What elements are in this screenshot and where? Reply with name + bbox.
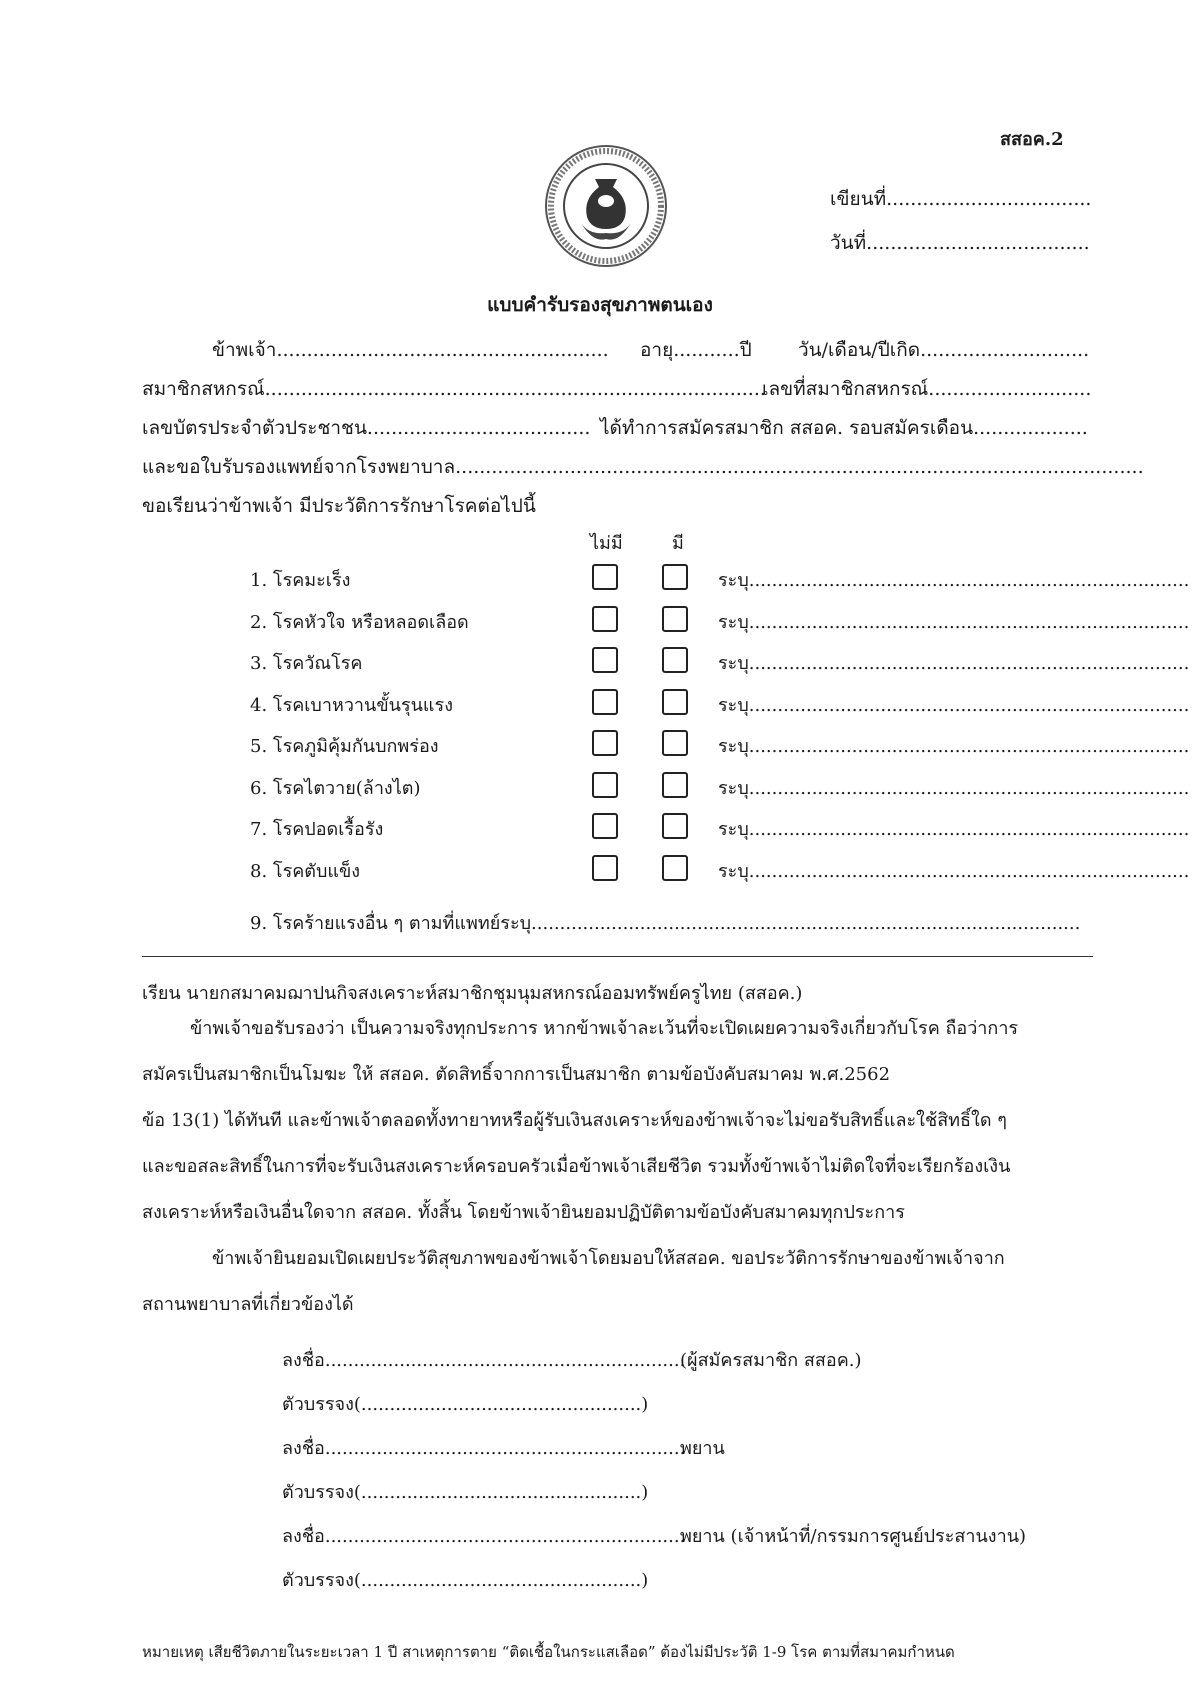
application-round-field[interactable]: ได้ทำการสมัครสมาชิก สสอค. รอบสมัครเดือน................... <box>600 417 1088 439</box>
specify-field[interactable]: ระบุ............................................................................. <box>718 570 1190 591</box>
letter-salutation: เรียน นายกสมาคมฌาปนกิจสงเคราะห์สมาชิกชุมนุมสหกรณ์ออมทรัพย์ครูไทย (สสอค.) <box>142 983 803 1004</box>
applicant-printed-name[interactable]: ตัวบรรจง(.................................................) <box>282 1394 649 1415</box>
disease-item-label: 5. โรคภูมิคุ้มกันบกพร่อง <box>250 736 439 757</box>
checkbox-has[interactable] <box>662 813 688 839</box>
disease-item-label: 2. โรคหัวใจ หรือหลอดเลือด <box>250 612 469 633</box>
witness2-signature-line[interactable]: ลงชื่อ............................................................... <box>282 1526 686 1547</box>
disease-item-label: 8. โรคตับแข็ง <box>250 861 361 882</box>
disease-history-intro: ขอเรียนว่าข้าพเจ้า มีประวัติการรักษาโรคต่อไปนี้ <box>142 495 536 517</box>
para2-line1: ข้าพเจ้ายินยอมเปิดเผยประวัติสุขภาพของข้าพเจ้าโดยมอบให้สสอค. ขอประวัติการรักษาของข้าพเจ้าจาก <box>212 1248 1005 1269</box>
checkbox-has[interactable] <box>662 564 688 590</box>
checkbox-has[interactable] <box>662 606 688 632</box>
checkbox-has[interactable] <box>662 855 688 881</box>
para1-line2: สมัครเป็นสมาชิกเป็นโมฆะ ให้ สสอค. ตัดสิทธิ์จากการเป็นสมาชิก ตามข้อบังคับสมาคม พ.ศ.2562 <box>142 1064 891 1085</box>
specify-field[interactable]: ระบุ............................................................................. <box>718 861 1190 882</box>
written-at-field[interactable]: เขียนที่.................................. <box>830 188 1092 210</box>
witness1-printed-name[interactable]: ตัวบรรจง(.................................................) <box>282 1482 649 1503</box>
para1-line3: ข้อ 13(1) ได้ทันที และข้าพเจ้าตลอดทั้งทายาทหรือผู้รับเงินสงเคราะห์ของข้าพเจ้าจะไม่ขอรับสิทธิ์และใช้สิทธิ์ใด ๆ <box>142 1110 1007 1131</box>
witness2-role: พยาน (เจ้าหน้าที่/กรรมการศูนย์ประสานงาน) <box>680 1526 1027 1547</box>
applicant-signature-line[interactable]: ลงชื่อ............................................................... <box>282 1350 686 1371</box>
footnote: หมายเหตุ เสียชีวิตภายในระยะเวลา 1 ปี สาเหตุการตาย “ติดเชื้อในกระแสเลือด” ต้องไม่มีประวัติ 1-9 โรค ตามที่สมาคมกำหนด <box>142 1643 955 1661</box>
specify-field[interactable]: ระบุ............................................................................. <box>718 653 1190 674</box>
para1-line4: และขอสละสิทธิ์ในการที่จะรับเงินสงเคราะห์ครอบครัวเมื่อข้าพเจ้าเสียชีวิต รวมทั้งข้าพเจ้าไม่ติดใจที่จะเรียกร้องเงิน <box>142 1156 1011 1177</box>
section-divider <box>142 956 1093 957</box>
witness1-signature-line[interactable]: ลงชื่อ............................................................... <box>282 1438 686 1459</box>
other-disease-field[interactable]: 9. โรคร้ายแรงอื่น ๆ ตามที่แพทย์ระบุ................................................................................................ <box>250 913 1081 934</box>
age-field[interactable]: อายุ...........ปี <box>640 339 752 361</box>
witness2-printed-name[interactable]: ตัวบรรจง(.................................................) <box>282 1570 649 1591</box>
hospital-certificate-field[interactable]: และขอใบรับรองแพทย์จากโรงพยาบาล.................................................................................................................. <box>142 456 1144 478</box>
witness1-role: พยาน <box>680 1438 725 1459</box>
specify-field[interactable]: ระบุ............................................................................. <box>718 736 1190 757</box>
checkbox-none[interactable] <box>592 730 618 756</box>
para1-line5: สงเคราะห์หรือเงินอื่นใดจาก สสอค. ทั้งสิ้น โดยข้าพเจ้ายินยอมปฏิบัติตามข้อบังคับสมาคมทุกประการ <box>142 1202 905 1223</box>
form-code: สสอค.2 <box>1000 129 1064 150</box>
disease-item-label: 3. โรควัณโรค <box>250 653 363 674</box>
checkbox-none[interactable] <box>592 855 618 881</box>
form-title: แบบคำรับรองสุขภาพตนเอง <box>487 294 713 316</box>
checkbox-none[interactable] <box>592 772 618 798</box>
column-header-none: ไม่มี <box>590 533 623 554</box>
disease-item-label: 6. โรคไตวาย(ล้างไต) <box>250 778 421 799</box>
checkbox-none[interactable] <box>592 813 618 839</box>
specify-field[interactable]: ระบุ............................................................................. <box>718 819 1190 840</box>
checkbox-none[interactable] <box>592 689 618 715</box>
disease-item-label: 1. โรคมะเร็ง <box>250 570 351 591</box>
cooperative-field[interactable]: สมาชิกสหกรณ์................................................................................... <box>142 378 766 400</box>
association-seal <box>543 143 669 269</box>
checkbox-has[interactable] <box>662 689 688 715</box>
name-field[interactable]: ข้าพเจ้า....................................................... <box>212 339 609 361</box>
checkbox-has[interactable] <box>662 772 688 798</box>
checkbox-none[interactable] <box>592 606 618 632</box>
dob-field[interactable]: วัน/เดือน/ปีเกิด............................ <box>798 339 1090 361</box>
national-id-field[interactable]: เลขบัตรประจำตัวประชาชน..................................... <box>142 417 591 439</box>
specify-field[interactable]: ระบุ............................................................................. <box>718 778 1190 799</box>
column-header-has: มี <box>672 533 684 554</box>
date-field[interactable]: วันที่..................................... <box>830 232 1090 254</box>
checkbox-none[interactable] <box>592 564 618 590</box>
checkbox-has[interactable] <box>662 730 688 756</box>
applicant-role: (ผู้สมัครสมาชิก สสอค.) <box>680 1350 862 1371</box>
para2-line2: สถานพยาบาลที่เกี่ยวข้องได้ <box>142 1294 354 1315</box>
checkbox-has[interactable] <box>662 647 688 673</box>
checkbox-none[interactable] <box>592 647 618 673</box>
specify-field[interactable]: ระบุ............................................................................. <box>718 612 1190 633</box>
member-number-field[interactable]: เลขที่สมาชิกสหกรณ์........................... <box>762 378 1092 400</box>
para1-line1: ข้าพเจ้าขอรับรองว่า เป็นความจริงทุกประการ หากข้าพเจ้าละเว้นที่จะเปิดเผยความจริงเกี่ยวกับโรค ถือว่าการ <box>190 1018 1019 1039</box>
disease-item-label: 7. โรคปอดเรื้อรัง <box>250 819 384 840</box>
disease-item-label: 4. โรคเบาหวานขั้นรุนแรง <box>250 695 453 716</box>
specify-field[interactable]: ระบุ............................................................................. <box>718 695 1190 716</box>
